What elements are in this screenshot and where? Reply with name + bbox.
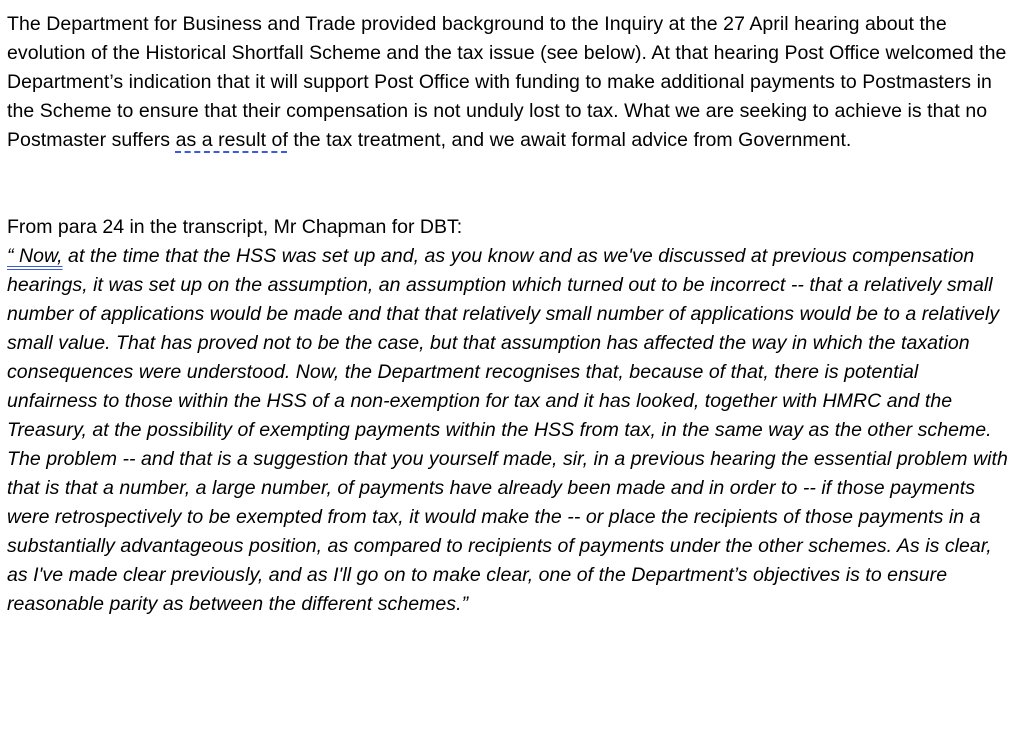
grammar-suggestion-phrase[interactable]: as a result of [175, 129, 288, 151]
quote-body: at the time that the HSS was set up and, as you know and as we've discussed at previous compensation hearings, it was set up on the assumption, an assumption which turned out to be incorrect -- that a relatively small number of applications would be made and that that relatively small number of applications would be to a relatively small value. That has proved not to be the case, but that assumption has affected the way in which the taxation consequences were understood. Now, the Department recognises that, because of that, there is potential unfairness to those within the HSS of a non-exemption for tax and it has looked, together with HMRC and the Treasury, at the possibility of exempting payments within the HSS from tax, in the same way as the other scheme. The problem -- and that is a suggestion that you yourself made, sir, in a previous hearing the essential problem with that is that a number, a large number, of payments have already been made and in order to -- if those payments were retrospectively to be exempted from tax, it would make the -- or place the recipients of those payments in a substantially advantageous position, as compared to recipients of payments under the other schemes. As is clear, as I've made clear previously, and as I'll go on to make clear, one of the Department’s objectives is to ensure reasonable parity as between the different schemes.” [7, 245, 1008, 615]
paragraph-background [7, 10, 1012, 155]
transcript-quote [7, 242, 1012, 619]
grammar-suggestion-opening[interactable]: “ Now, [7, 245, 63, 267]
paragraph-text-part2: the tax treatment, and we await formal advice from Government. [287, 129, 852, 151]
transcript-intro: From para 24 in the transcript, Mr Chapman for DBT: [7, 216, 463, 238]
paragraph-text-part1: The Department for Business and Trade provided background to the Inquiry at the 27 April hearing about the evolution of the Historical Shortfall Scheme and the tax issue (see below). At that hearing Post Office welcomed the Department’s indication that it will support Post Office with funding to make additional payments to Postmasters in the Scheme to ensure that their compensation is not unduly lost to tax. What we are seeking to achieve is that no Postmaster suffers [7, 13, 1007, 151]
blank-lines [7, 155, 1012, 213]
document-body [7, 10, 1012, 619]
